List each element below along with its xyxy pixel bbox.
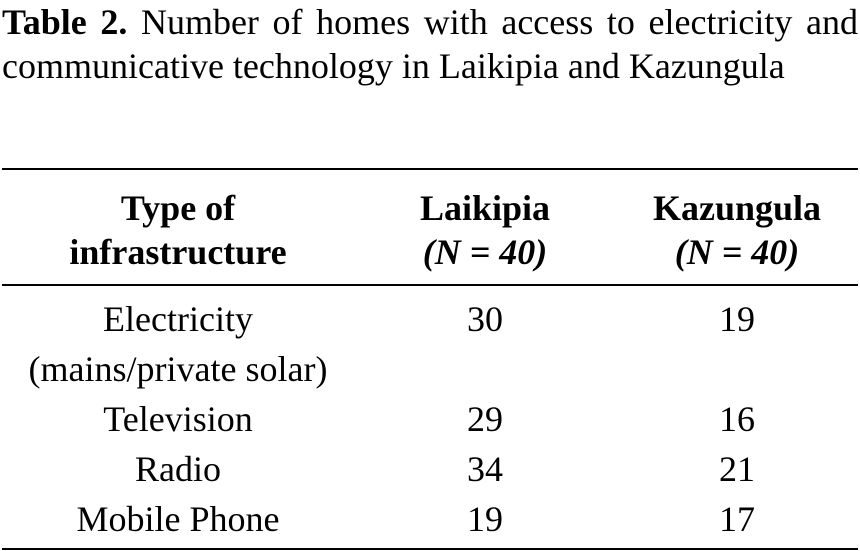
cell-type: Television <box>103 399 253 439</box>
cell-laikipia: 34 <box>467 449 503 489</box>
cell-type-line1: Electricity <box>103 299 253 339</box>
table-row <box>2 494 858 549</box>
header-laikipia-line2: (N = 40) <box>422 232 548 272</box>
header-kazungula <box>616 169 858 285</box>
cell-kazungula: 16 <box>719 399 755 439</box>
cell-type: Radio <box>135 449 221 489</box>
header-kazungula-line2: (N = 40) <box>674 232 800 272</box>
header-type <box>2 169 354 285</box>
table-row <box>2 394 858 444</box>
table-caption <box>2 0 858 88</box>
header-laikipia-line1: Laikipia <box>419 188 551 228</box>
cell-type: Mobile Phone <box>76 499 280 539</box>
caption-label: Table 2. <box>2 2 128 42</box>
cell-kazungula: 17 <box>719 499 755 539</box>
table-row <box>2 285 858 394</box>
header-type-line1: Type of <box>120 188 236 228</box>
table-header-row <box>2 169 858 285</box>
cell-kazungula: 21 <box>719 449 755 489</box>
infrastructure-table <box>2 168 858 550</box>
header-laikipia <box>354 169 616 285</box>
caption-text: Number of homes with access to electricity and communicative technology in Laikipia and Kazungula <box>2 2 859 86</box>
cell-laikipia: 30 <box>467 299 503 339</box>
cell-kazungula: 19 <box>719 299 755 339</box>
table-row <box>2 444 858 494</box>
cell-type-line2: (mains/private solar) <box>28 349 328 389</box>
cell-type <box>2 285 354 394</box>
header-kazungula-line1: Kazungula <box>652 188 822 228</box>
cell-laikipia: 19 <box>467 499 503 539</box>
cell-laikipia: 29 <box>467 399 503 439</box>
header-type-line2: infrastructure <box>69 232 287 272</box>
